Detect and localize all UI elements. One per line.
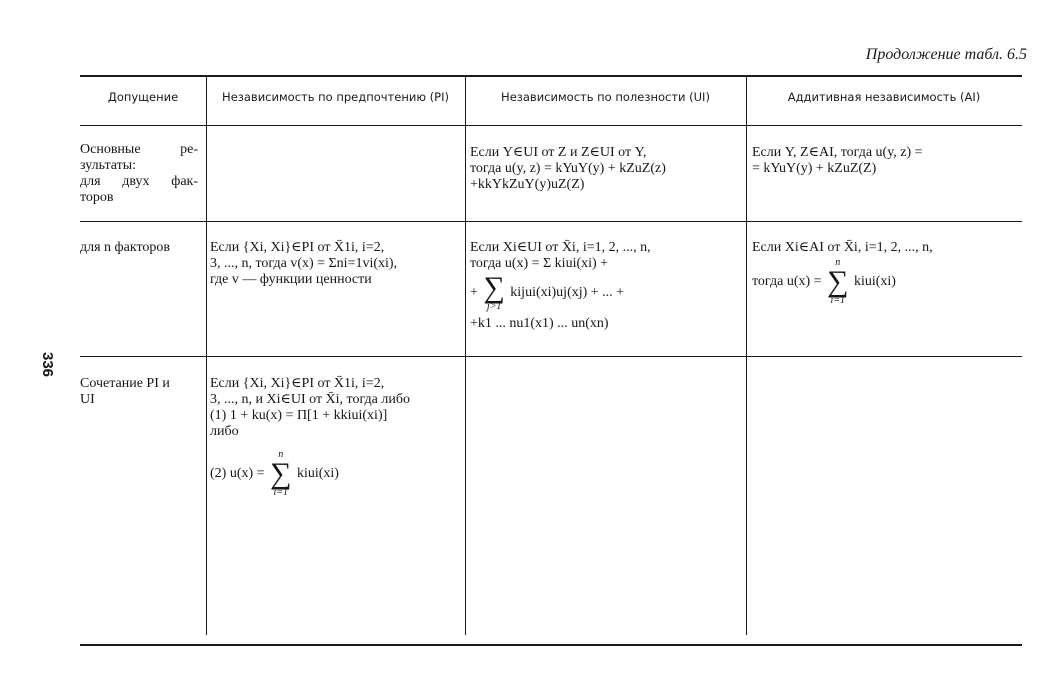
row1-label	[80, 142, 198, 206]
row1-ai-line: Если Y, Z∈AI, тогда u(y, z) =	[752, 145, 923, 160]
row1-ai	[752, 145, 1018, 177]
sum-lower-limit: i=1	[273, 487, 288, 498]
sum-lower-limit: i=1	[830, 295, 845, 306]
row2-ai-formula: тогда u(x) = n ∑ i=1 kiui(xi)	[752, 257, 896, 306]
header-ui: Независимость по полезности (UI)	[501, 90, 710, 104]
col-divider-3	[746, 77, 747, 635]
row3-pi-line: 3, ..., n, и Xi∈UI от X̄i, тогда либо	[210, 392, 410, 407]
row1-ui-line: тогда u(y, z) = kYuY(y) + kZuZ(z)	[470, 161, 666, 176]
row2-rule	[80, 356, 1022, 357]
row2-ui	[470, 240, 742, 332]
row1-ui-line: Если Y∈UI от Z и Z∈UI от Y,	[470, 145, 647, 160]
col-divider-2	[465, 77, 466, 635]
row2-pi-line: где v — функции ценности	[210, 272, 372, 287]
row2-ui-line: Если Xi∈UI от X̄i, i=1, 2, ..., n,	[470, 240, 651, 255]
row2-pi-line: Если {Xi, Xi}∈PI от X̄1i, i=2,	[210, 240, 385, 255]
row3-label	[80, 376, 204, 408]
row2-pi-line: 3, ..., n, тогда v(x) = Σni=1vi(xi),	[210, 256, 398, 271]
row2-ai-line: Если Xi∈AI от X̄i, i=1, 2, ..., n,	[752, 240, 933, 255]
header-assumption: Допущение	[107, 90, 179, 104]
sum-upper-limit: n	[278, 449, 284, 460]
row1-ui	[470, 145, 742, 193]
row3-label-line: UI	[80, 392, 95, 407]
row1-label-line: Основные ре-	[80, 142, 198, 157]
row1-label-line: торов	[80, 190, 114, 205]
table-caption: Продолжение табл. 6.5	[865, 46, 1027, 63]
row1-ai-line: = kYuY(y) + kZuZ(Z)	[752, 161, 877, 176]
row1-ui-line: +kkYkZuY(y)uZ(Z)	[470, 177, 585, 192]
page-number: 336	[39, 352, 56, 378]
row2-pi	[210, 240, 462, 288]
sum-upper-limit: n	[835, 257, 841, 268]
row2-ui-sum-body: kijui(xi)uj(xj) + ... +	[510, 285, 625, 301]
row1-label-line: для двух фак-	[80, 174, 198, 189]
row3-pi-line: Если {Xi, Xi}∈PI от X̄1i, i=2,	[210, 376, 385, 391]
row3-pi-line: (1) 1 + ku(x) = Π[1 + kkiui(xi)]	[210, 408, 388, 423]
header-rule	[80, 125, 1022, 126]
row3-label-line: Сочетание PI и	[80, 376, 170, 391]
row1-label-line: зультаты:	[80, 158, 137, 173]
header-pi: Независимость по предпочтению (PI)	[222, 90, 449, 104]
row2-ai	[752, 240, 1020, 306]
row2-ai-sum-body: kiui(xi)	[853, 274, 896, 290]
row2-ui-sum-line: + ∑ j>1 kijui(xi)uj(xj) + ... +	[470, 271, 625, 312]
sum-symbol: ∑ j>1	[483, 271, 505, 312]
row1-rule	[80, 221, 1022, 222]
row3-pi-sum-body: kiui(xi)	[296, 466, 339, 482]
top-rule	[80, 75, 1022, 77]
row3-pi-formula: (2) u(x) = n ∑ i=1 kiui(xi)	[210, 449, 339, 498]
row2-ui-line: тогда u(x) = Σ kiui(xi) +	[470, 256, 609, 271]
header-ai: Аддитивная независимость (AI)	[787, 90, 981, 104]
sum-lower-limit: j>1	[486, 301, 502, 312]
row3-pi-line: либо	[210, 424, 239, 439]
row3-pi	[210, 376, 462, 498]
sum-symbol: n ∑ i=1	[827, 257, 849, 306]
row2-label: для n факторов	[80, 240, 170, 255]
bottom-rule	[80, 644, 1022, 646]
col-divider-1	[206, 77, 207, 635]
row2-ui-last-line: +k1 ... nu1(x1) ... un(xn)	[470, 316, 609, 331]
sum-symbol: n ∑ i=1	[270, 449, 292, 498]
